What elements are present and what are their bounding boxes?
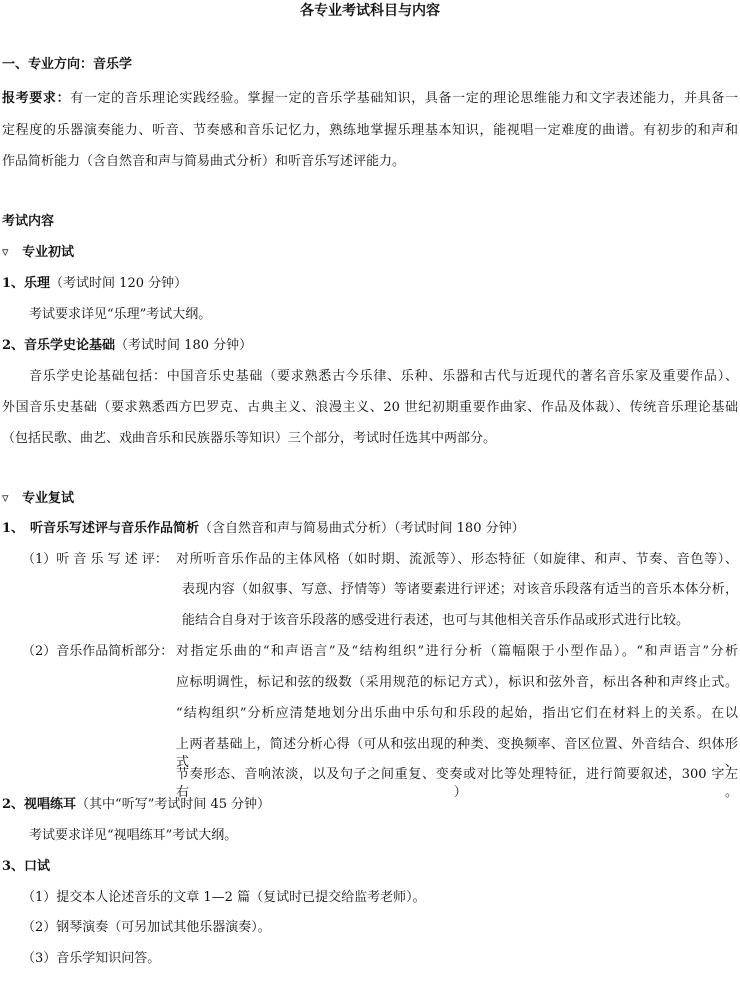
retest-item-2-label: 2、视唱练耳: [2, 797, 77, 812]
requirements-text-1: 有一定的音乐理论实践经验。掌握一定的音乐学基础知识，具备一定的理论思维能力和文字表述能力，并具备一: [70, 91, 738, 106]
sub2-line-5: 节奏形态、音响浓淡，以及句子之间重复、变奏或对比等处理特征，进行简要叙述，300 字左右）。: [176, 767, 738, 800]
prelim-item-1-label: 1、乐理: [2, 276, 51, 291]
retest-item-1-note: （含自然音和声与简易曲式分析）（考试时间 180 分钟）: [199, 521, 525, 536]
prelim-item-2-line-2: 外国音乐史基础（要求熟悉西方巴罗克、古典主义、浪漫主义、20 世纪初期重要作曲家、作品及体裁）、传统音乐理论基础: [2, 400, 738, 415]
requirements-line-2: 定程度的乐器演奏能力、听音、节奏感和音乐记忆力，熟练地掌握乐理基本知识，能视唱一定难度的曲谱。有初步的和声和: [2, 123, 738, 138]
sub1-line-1: 对所听音乐作品的主体风格（如时期、流派等）、形态特征（如旋律、和声、节奏、音色等）、: [176, 552, 738, 567]
retest-item-1-label: 听音乐写述评与音乐作品简析: [30, 521, 200, 536]
prelim-item-1-text: 考试要求详见“乐理”考试大纲。: [29, 307, 212, 322]
sub2-line-1: 对指定乐曲的“和声语言”及“结构组织”进行分析（篇幅限于小型作品）。“和声语言”分析: [176, 644, 738, 659]
oral-item-1: （1）提交本人论述音乐的文章 1—2 篇（复试时已提交给监考老师）。: [22, 890, 426, 905]
requirements-label: 报考要求：: [2, 91, 71, 106]
sub1-label: （1）听 音 乐 写 述 评：: [22, 552, 168, 567]
oral-item-3: （3）音乐学知识问答。: [22, 951, 161, 966]
section-heading: 一、专业方向：音乐学: [2, 57, 133, 72]
sub2-line-3: “结构组织”分析应清楚地划分出乐曲中乐句和乐段的起始，指出它们在材料上的关系。在以: [176, 706, 738, 721]
retest-item-2-text: 考试要求详见“视唱练耳”考试大纲。: [29, 828, 238, 843]
retest-item-2-note: （其中“听写”考试时间 45 分钟）: [76, 797, 271, 812]
triangle-bullet-icon: ▿: [2, 245, 9, 260]
sub2-line-2: 应标明调性，标记和弦的级数（采用规范的标记方式），标识和弦外音，标出各种和声终止式。: [176, 675, 738, 690]
triangle-bullet-icon: ▿: [2, 491, 9, 506]
sub2-label: （2）音乐作品简析部分：: [22, 644, 174, 659]
sub1-line-3: 能结合自身对于该音乐段落的感受进行表述，也可与其他相关音乐作品或形式进行比较。: [182, 613, 690, 628]
retest-heading: [2, 490, 74, 508]
prelim-item-2-label: 2、音乐学史论基础: [2, 338, 116, 353]
prelim-item-2-line-1: 音乐学史论基础包括：中国音乐史基础（要求熟悉古今乐律、乐种、乐器和古代与近现代的著名音乐家及重要作品）、: [29, 369, 738, 384]
sub1-line-2: 表现内容（如叙事、写意、抒情等）等诸要素进行评述；对该音乐段落有适当的音乐本体分析，: [182, 582, 738, 597]
retest-item-1: [2, 520, 525, 538]
oral-item-2: （2）钢琴演奏（可另加试其他乐器演奏）。: [22, 920, 271, 935]
prelim-heading: [2, 244, 74, 262]
retest-item-1-num: 1、: [2, 521, 25, 536]
exam-content-heading: 考试内容: [2, 214, 55, 229]
prelim-item-2-note: （考试时间 180 分钟）: [115, 338, 253, 353]
prelim-item-1: [2, 275, 187, 293]
page-title: 各专业考试科目与内容: [300, 3, 440, 19]
prelim-item-2-line-3: （包括民歌、曲艺、戏曲音乐和民族器乐等知识）三个部分，考试时任选其中两部分。: [2, 431, 497, 446]
retest-item-2: [2, 796, 270, 814]
retest-item-3-label: 3、口试: [2, 859, 51, 874]
prelim-item-1-note: （考试时间 120 分钟）: [50, 276, 188, 291]
retest-heading-text: 专业复试: [22, 491, 75, 506]
prelim-heading-text: 专业初试: [22, 245, 75, 260]
sub2-line-4: 上两者基础上，简述分析心得（可从和弦出现的种类、变换频率、音区位置、外音结合、织体形式、: [176, 737, 738, 770]
requirements-line-3: 作品简析能力（含自然音和声与简易曲式分析）和听音乐写述评能力。: [2, 154, 406, 169]
requirements-line-1: [2, 90, 738, 108]
prelim-item-2: [2, 337, 252, 355]
